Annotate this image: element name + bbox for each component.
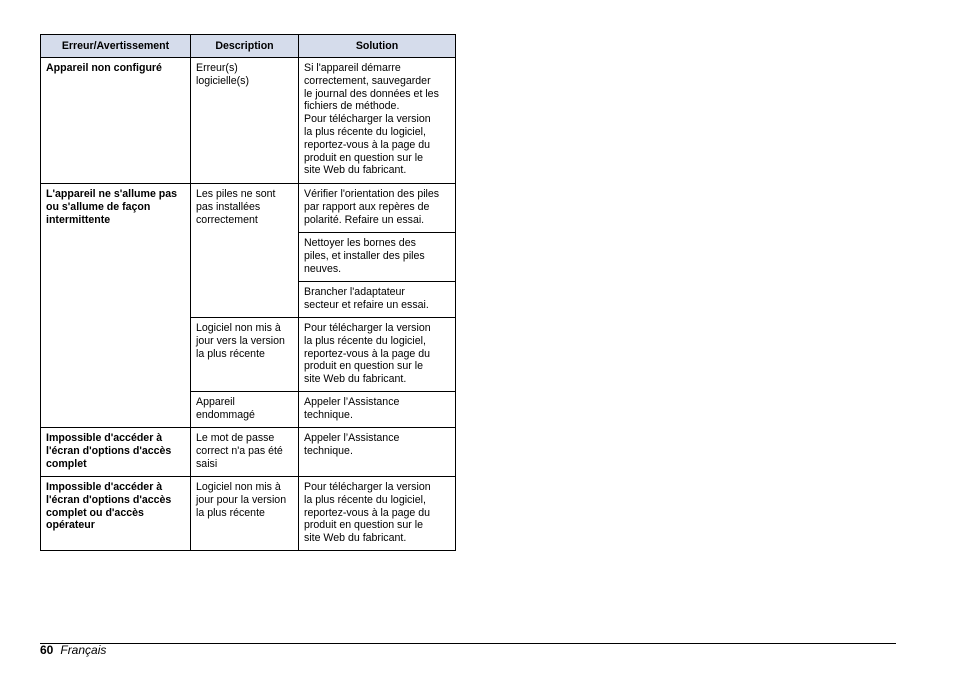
- solution-cell: [299, 318, 456, 392]
- solution-cell: [299, 282, 456, 318]
- solution-cell: [299, 184, 456, 233]
- header-description: Description: [191, 35, 299, 58]
- error-cell: [41, 477, 191, 551]
- error-text: Impossible d'accéder à l'écran d'options d'accès complet ou d'accès opérateur: [46, 481, 172, 532]
- solution-text: Si l'appareil démarre correctement, sauvegarder le journal des données et les fichiers de méthode. Pour télécharger la version la plus récente du logiciel, reportez-vous à la page du produit en question sur le site Web du fabricant.: [304, 62, 439, 177]
- solution-text: Brancher l'adaptateur secteur et refaire un essai.: [304, 286, 429, 311]
- description-text: Erreur(s) logicielle(s): [196, 62, 249, 87]
- error-text: Impossible d'accéder à l'écran d'options d'accès complet: [46, 432, 172, 470]
- error-cell: [41, 58, 191, 184]
- page-footer: [40, 643, 106, 657]
- error-text: L'appareil ne s'allume pas ou s'allume de façon intermittente: [46, 188, 178, 226]
- page-number: 60: [40, 643, 54, 657]
- solution-text: Appeler l’Assistance technique.: [304, 396, 400, 421]
- description-cell: [191, 58, 299, 184]
- table-row: [41, 428, 456, 477]
- description-cell: [191, 318, 299, 392]
- troubleshooting-table: [40, 34, 456, 551]
- table-row: [41, 58, 456, 184]
- description-text: Appareil endommagé: [196, 396, 255, 421]
- footer-divider: [40, 643, 896, 644]
- error-cell: [41, 184, 191, 428]
- error-cell: [41, 428, 191, 477]
- solution-text: Nettoyer les bornes des piles, et installer des piles neuves.: [304, 237, 425, 275]
- solution-cell: [299, 58, 456, 184]
- solution-text: Appeler l’Assistance technique.: [304, 432, 400, 457]
- solution-text: Vérifier l'orientation des piles par rapport aux repères de polarité. Refaire un essai.: [304, 188, 440, 226]
- solution-text: Pour télécharger la version la plus récente du logiciel, reportez-vous à la page du produit en question sur le site Web du fabricant.: [304, 481, 431, 545]
- description-cell: [191, 428, 299, 477]
- solution-cell: [299, 233, 456, 282]
- description-cell: [191, 477, 299, 551]
- footer-language: Français: [60, 643, 107, 657]
- table-header-row: [41, 35, 456, 58]
- description-text: Le mot de passe correct n'a pas été saisi: [196, 432, 283, 470]
- solution-cell: [299, 392, 456, 428]
- table-row: [41, 184, 456, 233]
- description-text: Les piles ne sont pas installées correctement: [196, 188, 276, 226]
- header-error: Erreur/Avertissement: [41, 35, 191, 58]
- error-text: Appareil non configuré: [46, 62, 162, 74]
- description-text: Logiciel non mis à jour pour la version la plus récente: [196, 481, 287, 519]
- description-cell: [191, 392, 299, 428]
- header-solution: Solution: [299, 35, 456, 58]
- solution-cell: [299, 428, 456, 477]
- solution-text: Pour télécharger la version la plus récente du logiciel, reportez-vous à la page du produit en question sur le site Web du fabricant.: [304, 322, 431, 386]
- description-cell: [191, 184, 299, 318]
- description-text: Logiciel non mis à jour vers la version la plus récente: [196, 322, 285, 360]
- table-row: [41, 477, 456, 551]
- solution-cell: [299, 477, 456, 551]
